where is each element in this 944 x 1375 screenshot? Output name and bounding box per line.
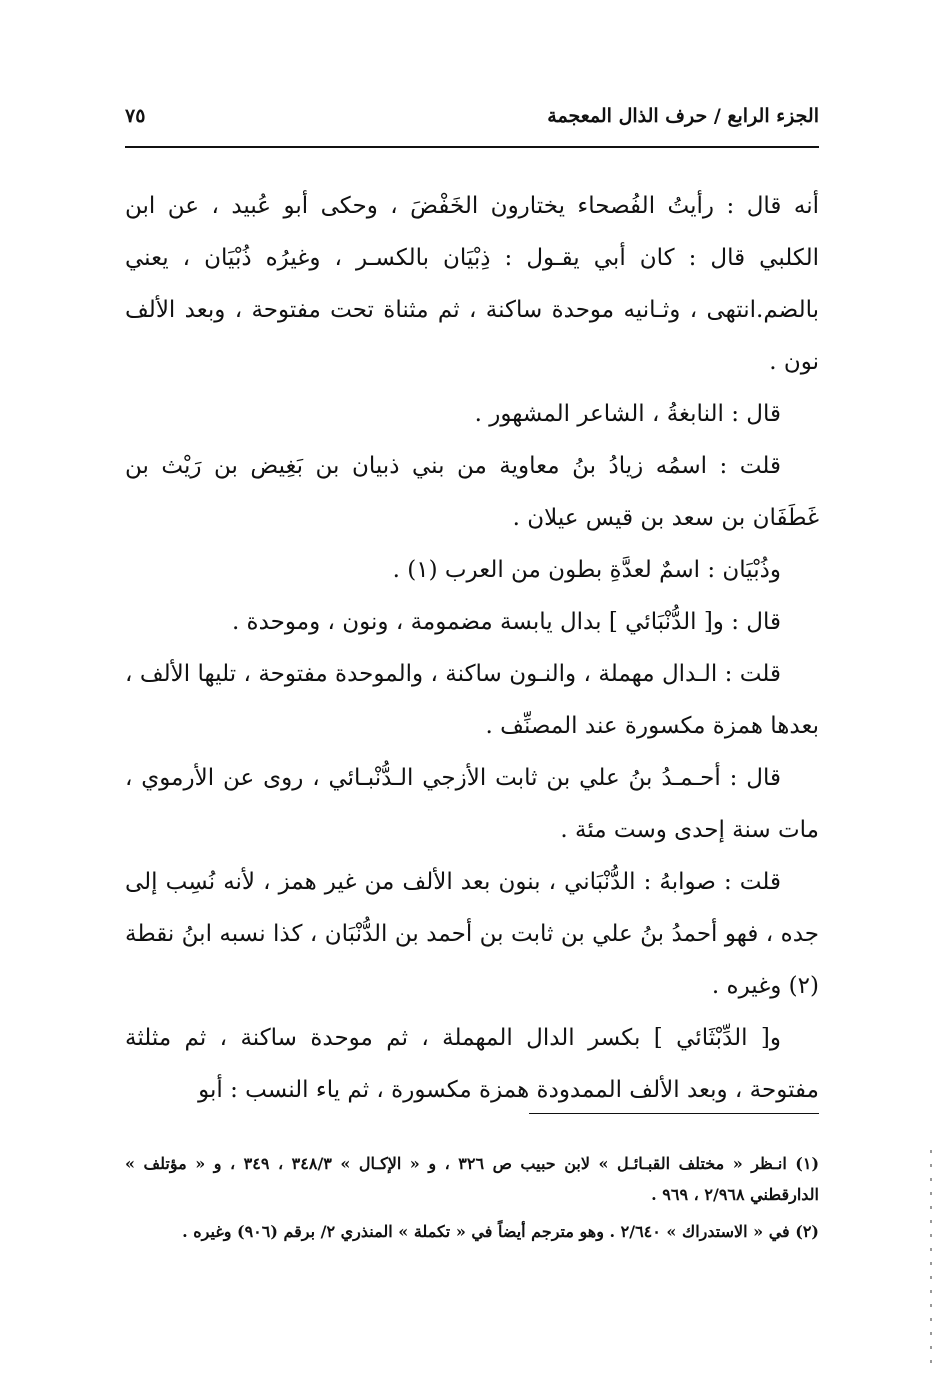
header-divider xyxy=(125,146,819,148)
page-number: ٧٥ xyxy=(125,105,146,127)
paragraph-1: أنه قال : رأيتُ الفُصحاء يختارون الخَفْضَ ، وحكى أبو عُبيد ، عن ابن الكلبي قال : كان أبي يقـول : ذِبْيَان بالكسـر ، وغيرُه ذُبْيَان ، يعني بالضم.انتهى ، وثـانيه موحدة ساكنة ، ثم مثناة تحت مفتوحة ، وبعد الألف نون . xyxy=(125,193,819,375)
paragraph-2: قال : النابغةُ ، الشاعر المشهور . xyxy=(474,401,781,427)
paragraph-8: قلت : صوابهُ : الدُّنْبَاني ، بنون بعد الألف من غير همز ، لأنه نُسِب إلى جده ، فهو أحمدُ بنُ علي بن ثابت بن أحمد بن الدُّنْبَان ، كذا نسبه ابنُ نقطة (٢) وغيره . xyxy=(125,869,819,999)
paragraph-3: قلت : اسمُه زيادُ بنُ معاوية من بني ذبيان بن بَغِيض بن رَيْث بن غَطَفَان بن سعد بن قيس عيلان . xyxy=(125,453,819,531)
paragraph-9: و[ الدِّبْثَائي ] بكسر الدال المهملة ، ثم موحدة ساكنة ، ثم مثلثة مفتوحة ، وبعد الألف الممدودة همزة مكسورة ، ثم ياء النسب : أبو xyxy=(125,1025,819,1103)
footnote-1: (١) انـظر « مختلف القبـائـل » لابن حبيب ص ٣٢٦ ، و « الإكـال » ٣٤٨/٣ ، ٣٤٩ ، و « مؤتلف » الدارقطني ٢/٩٦٨ ، ٩٦٩ . xyxy=(125,1154,820,1204)
paragraph-7: قال : أحـمـدُ بنُ علي بن ثابت الأزجي الـدُّنْبـائي ، روى عن الأرموي ، مات سنة إحدى وست مئة . xyxy=(125,765,819,843)
paragraph-5: قال : و[ الدُّنْبَائي ] بدال يابسة مضمومة ، ونون ، وموحدة . xyxy=(231,609,781,635)
scan-edge-mark xyxy=(930,1150,932,1370)
paragraph-6: قلت : الـدال مهملة ، والنـون ساكنة ، والموحدة مفتوحة ، تليها الألف ، بعدها همزة مكسورة عند المصنِّف . xyxy=(125,661,819,739)
footnote-2: (٢) في « الاستدراك » ٢/٦٤٠ . وهو مترجم أيضاً في « تكملة » المنذري ٢/ برقم (٩٠٦) وغيره . xyxy=(182,1222,819,1241)
paragraph-4: وذُبْيَان : اسمٌ لعدَّةِ بطون من العرب (١) . xyxy=(392,557,781,583)
footnote-divider xyxy=(529,1113,819,1114)
main-text xyxy=(125,180,819,1116)
footnotes xyxy=(125,1148,819,1253)
page-header xyxy=(125,96,819,136)
running-title: الجزء الرابع / حرف الذال المعجمة xyxy=(547,105,819,127)
